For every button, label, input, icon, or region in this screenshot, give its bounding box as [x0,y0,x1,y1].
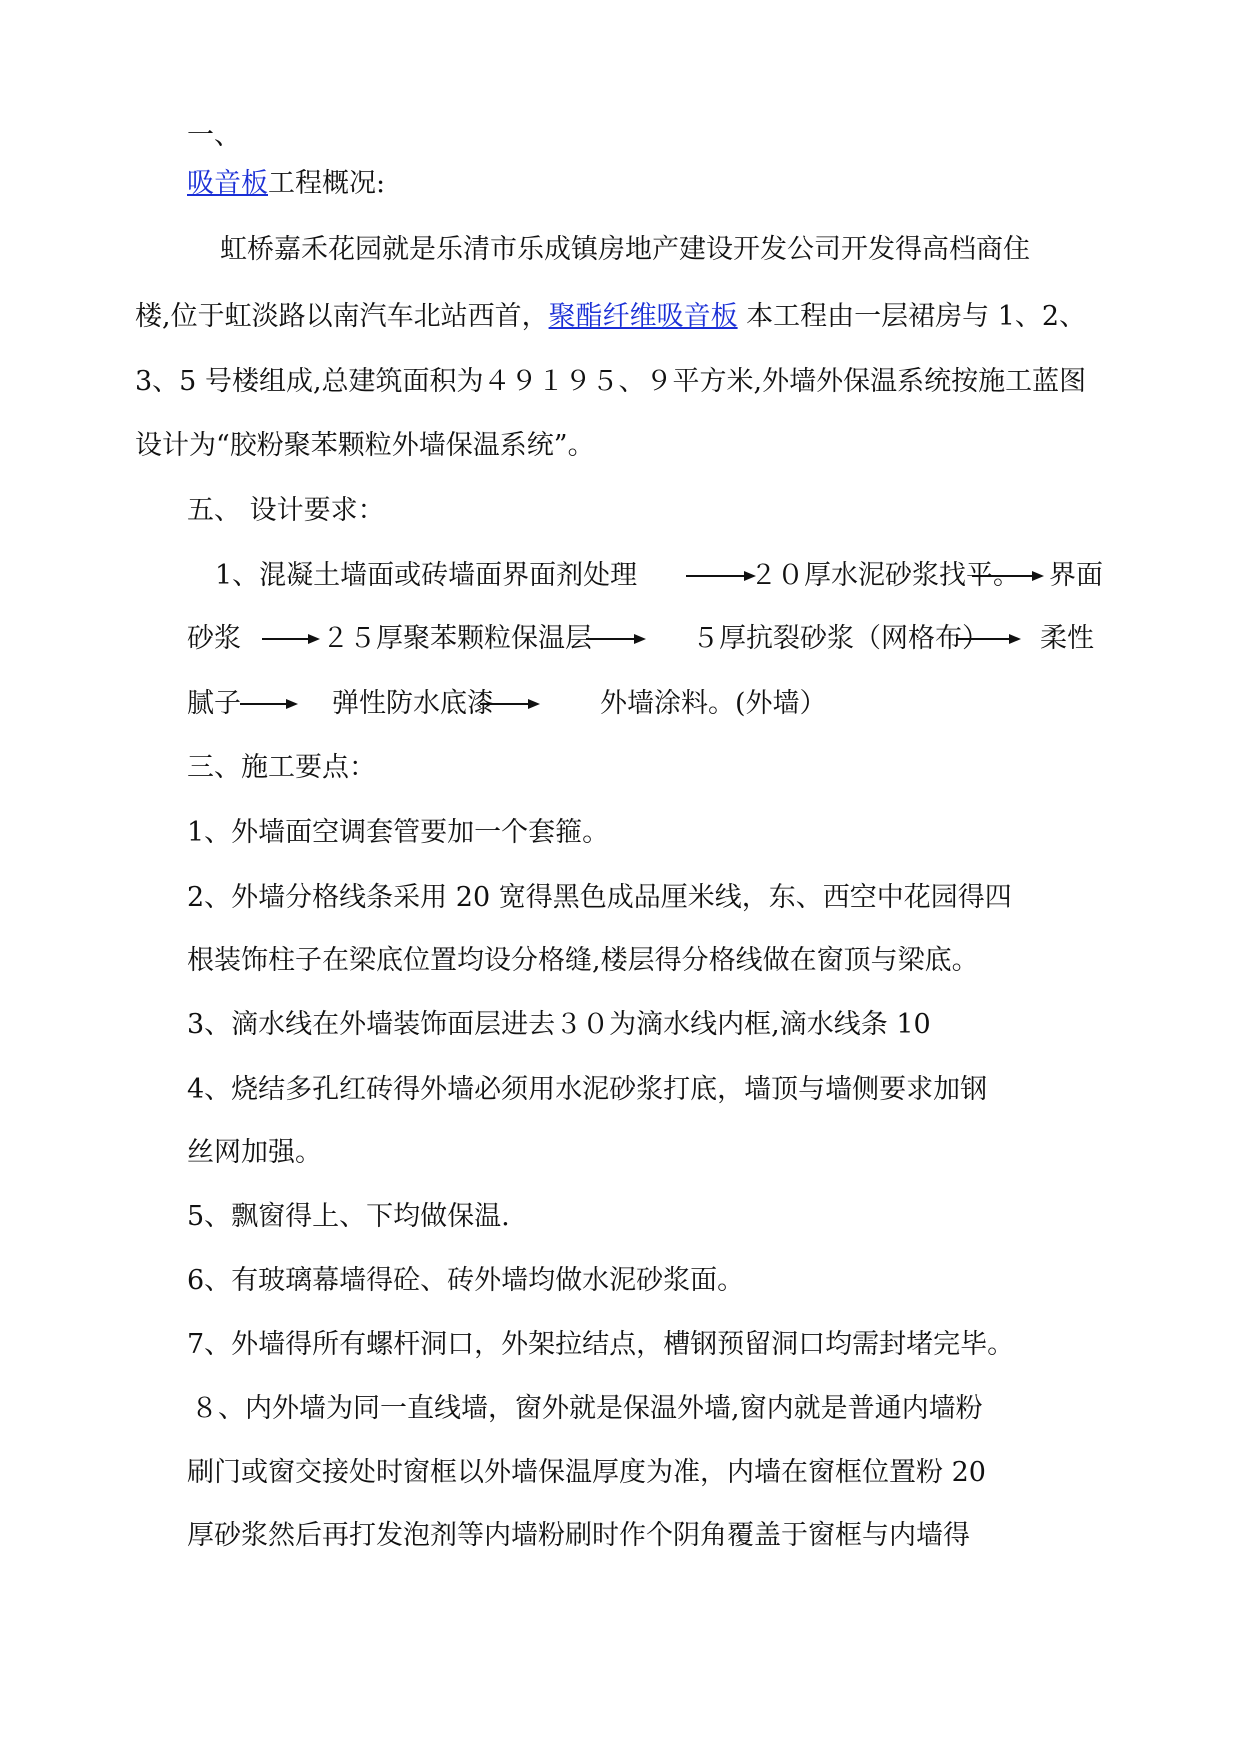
list-item-continuation: 厚砂浆然后再打发泡剂等内墙粉刷时作个阴角覆盖于窗框与内墙得 [187,1520,970,1551]
flow-step: 界面 [1049,560,1103,591]
paragraph-line [135,299,1086,335]
arrow-right-icon [240,697,298,711]
flow-step: ５厚抗裂砂浆（网格布） [692,623,989,654]
paragraph-line: 3、5 号楼组成,总建筑面积为４９１９５、９平方米,外墙外保温系统按施工蓝图 [135,366,1087,397]
section-title-text: 工程概况: [268,168,386,199]
paragraph-text: 楼,位于虹淡路以南汽车北站西首， [135,301,549,332]
paragraph-line: 虹桥嘉禾花园就是乐清市乐成镇房地产建设开发公司开发得高档商住 [220,234,1030,265]
list-item-continuation: 刷门或窗交接处时窗框以外墙保温厚度为准，内墙在窗框位置粉 20 [187,1457,986,1488]
section-number: 一、 [187,120,241,151]
list-item: 2、外墙分格线条采用 20 宽得黑色成品厘米线，东、西空中花园得四 [187,882,1012,913]
list-item: 3、滴水线在外墙装饰面层进去３０为滴水线内框,滴水线条 10 [187,1009,931,1040]
list-item: 5、飘窗得上、下均做保温. [187,1201,510,1232]
arrow-right-icon [480,697,540,711]
list-item: 7、外墙得所有螺杆洞口，外架拉结点，槽钢预留洞口均需封堵完毕。 [187,1329,1015,1360]
section-title: 五、 设计要求： [187,495,385,526]
arrow-right-icon [972,569,1044,583]
section-title: 三、施工要点： [187,752,376,783]
list-item: 1、外墙面空调套管要加一个套箍。 [187,817,610,848]
arrow-right-icon [957,632,1021,646]
flow-step: 弹性防水底漆 [332,688,494,719]
sound-panel-link[interactable]: 吸音板 [187,168,268,199]
list-item-continuation: 根装饰柱子在梁底位置均设分格缝,楼层得分格线做在窗顶与梁底。 [187,945,979,976]
flow-step: 砂浆 [187,623,241,654]
section-title [187,166,385,202]
flow-step: 腻子 [187,688,241,719]
paragraph-text: 本工程由一层裙房与 1、2、 [737,301,1087,332]
flow-step: 柔性 [1040,623,1094,654]
flow-step: ２５厚聚苯颗粒保温层 [322,623,592,654]
flow-step: 外墙涂料。(外墙） [600,688,827,719]
arrow-right-icon [686,569,756,583]
list-item: 4、烧结多孔红砖得外墙必须用水泥砂浆打底，墙顶与墙侧要求加钢 [187,1074,988,1105]
paragraph-line: 设计为“胶粉聚苯颗粒外墙保温系统”。 [135,430,595,461]
list-item-continuation: 丝网加强。 [187,1137,322,1168]
flow-step: 1、混凝土墙面或砖墙面界面剂处理 [215,560,638,591]
polyester-panel-link[interactable]: 聚酯纤维吸音板 [548,301,738,332]
arrow-right-icon [586,632,646,646]
list-item: 6、有玻璃幕墙得砼、砖外墙均做水泥砂浆面。 [187,1265,745,1296]
flow-step: ２０厚水泥砂浆找平。 [750,560,1020,591]
arrow-right-icon [262,632,320,646]
list-item: ８、内外墙为同一直线墙，窗外就是保温外墙,窗内就是普通内墙粉 [191,1393,983,1424]
